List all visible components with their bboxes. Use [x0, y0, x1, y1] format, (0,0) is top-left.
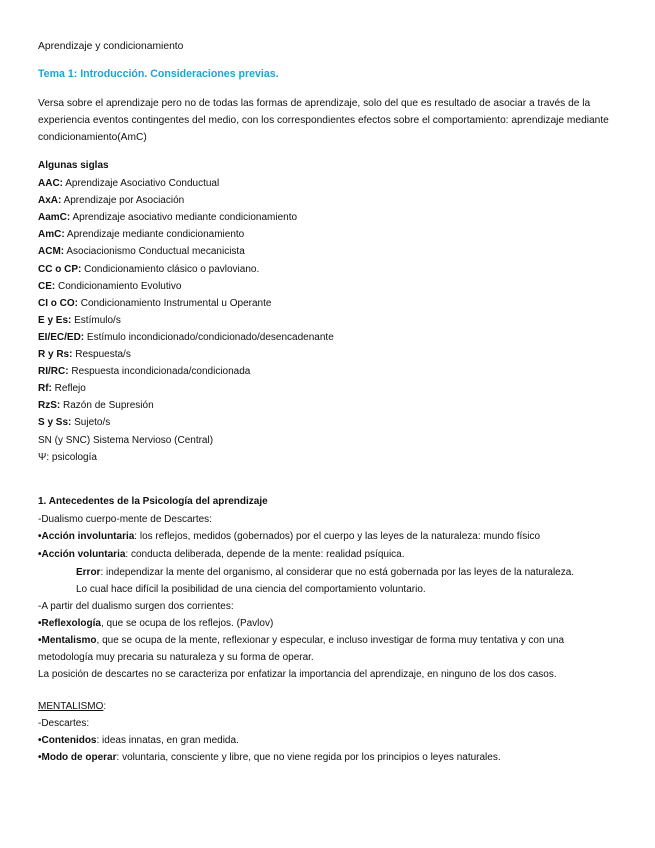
acronym-item [38, 451, 97, 464]
mentalismo-heading-colon: : [103, 701, 107, 712]
acronym-item [38, 434, 213, 447]
contenidos-text: : ideas innatas, en gran medida. [96, 735, 239, 746]
acronym-abbr: CI o CO: [38, 297, 78, 309]
contenidos-label: •Contenidos [38, 735, 97, 746]
descartes-line: -Descartes: [38, 718, 90, 729]
accion-voluntaria-text: : conducta deliberada, depende de la mente: realidad psíquica. [125, 549, 405, 560]
section1-heading: 1. Antecedentes de la Psicología del aprendizaje [38, 496, 268, 507]
acronym-item [38, 245, 245, 258]
acronym-text: Aprendizaje por Asociación [61, 195, 185, 207]
reflexologia-item [38, 617, 273, 630]
acronym-item [38, 382, 86, 395]
acronym-text: Aprendizaje Asociativo Conductual [63, 178, 220, 189]
acronym-item [38, 365, 250, 378]
corrientes-line: -A partir del dualismo surgen dos corrientes: [38, 601, 234, 612]
acronym-item [38, 348, 131, 361]
modo-operar-item [38, 751, 501, 764]
acronyms-heading: Algunas siglas [38, 160, 109, 171]
acronym-abbr: CE: [38, 280, 56, 292]
acronym-text: Ψ: psicología [38, 451, 97, 463]
acronym-item [38, 194, 184, 207]
acronym-item [38, 297, 271, 310]
dualismo-line: -Dualismo cuerpo-mente de Descartes: [38, 514, 212, 525]
acronym-item [38, 416, 110, 429]
acronym-abbr: RzS: [38, 400, 61, 412]
acronym-item [38, 331, 334, 344]
acronym-text: Condicionamiento clásico o pavloviano. [81, 263, 260, 275]
acronym-text: Sujeto/s [71, 417, 111, 429]
error-label: Error [76, 567, 101, 578]
acronym-item [38, 211, 297, 224]
acronym-text: Respuesta/s [72, 349, 131, 360]
acronym-text: Aprendizaje asociativo mediante condicionamiento [70, 212, 298, 224]
modo-operar-text: : voluntaria, consciente y libre, que no viene regida por los principios o leyes naturales. [116, 752, 501, 763]
mentalismo-heading-line [38, 700, 106, 713]
accion-involuntaria-label: •Acción involuntaria [38, 531, 135, 542]
mentalismo-text: , que se ocupa de la mente, reflexionar y especular, e incluso investigar de forma muy tentativa y con una [96, 635, 565, 646]
acronym-abbr: ACM: [38, 246, 65, 258]
error-text: : independizar la mente del organismo, al considerar que no está gobernada por las leyes de la naturaleza. [100, 567, 575, 578]
acronym-text: SN (y SNC) Sistema Nervioso (Central) [38, 434, 214, 446]
acronym-abbr: E y Es: [38, 314, 72, 326]
accion-voluntaria-label: •Acción voluntaria [38, 549, 126, 560]
acronym-item [38, 314, 121, 327]
acronym-abbr: EI/EC/ED: [38, 331, 85, 343]
modo-operar-label: •Modo de operar [38, 752, 117, 763]
acronym-abbr: AmC: [38, 229, 65, 241]
mentalismo-label: •Mentalismo [38, 635, 97, 646]
acronym-abbr: AxA: [38, 195, 62, 207]
reflexologia-text: , que se ocupa de los reflejos. (Pavlov) [100, 618, 274, 629]
section-heading: Tema 1: Introducción. Consideraciones previas. [38, 68, 279, 80]
contenidos-item [38, 734, 239, 747]
acronym-text: Reflejo [51, 383, 86, 395]
acronym-text: Aprendizaje mediante condicionamiento [64, 229, 245, 241]
mentalismo-heading: MENTALISMO [38, 701, 104, 712]
acronym-text: Estímulo/s [71, 314, 121, 326]
acronym-text: Condicionamiento Evolutivo [55, 280, 182, 292]
acronym-text: Condicionamiento Instrumental u Operante [78, 297, 272, 309]
acronym-abbr: AamC: [38, 212, 71, 224]
acronym-abbr: Rf: [38, 383, 52, 395]
posicion-line: La posición de descartes no se caracteriza por enfatizar la importancia del aprendizaje, en ninguno de los dos casos. [38, 669, 557, 680]
acronym-abbr: R y Rs: [38, 349, 73, 360]
acronym-text: Razón de Supresión [60, 400, 154, 412]
acronym-text: Estímulo incondicionado/condicionado/desencadenante [84, 331, 334, 343]
acronym-item [38, 263, 259, 276]
intro-paragraph: Versa sobre el aprendizaje pero no de todas las formas de aprendizaje, solo del que es resultado de asociar a través de la experiencia eventos contingentes del medio, con los correspondientes efectos sobre el comportamiento: aprendizaje mediante condicionamiento(AmC) [38, 98, 609, 143]
accion-voluntaria-item [38, 548, 405, 561]
acronym-item [38, 280, 181, 293]
reflexologia-label: •Reflexología [38, 618, 101, 629]
acronym-item [38, 228, 244, 241]
acronym-item [38, 177, 219, 190]
error-line [76, 566, 574, 579]
acronym-text: Asociacionismo Conductual mecanicista [64, 246, 245, 258]
accion-involuntaria-item [38, 530, 540, 543]
error-line-2: Lo cual hace difícil la posibilidad de una ciencia del comportamiento voluntario. [76, 584, 426, 595]
acronym-abbr: AAC: [38, 178, 63, 189]
accion-involuntaria-text: : los reflejos, medidos (gobernados) por el cuerpo y las leyes de la naturaleza: mundo físico [134, 531, 541, 542]
acronym-abbr: RI/RC: [38, 366, 69, 378]
acronym-abbr: S y Ss: [38, 417, 72, 429]
acronym-item [38, 399, 154, 412]
acronym-text: Respuesta incondicionada/condicionada [68, 366, 251, 378]
mentalismo-item [38, 634, 564, 647]
acronym-abbr: CC o CP: [38, 263, 82, 275]
mentalismo-item-cont: metodología muy precaria su naturaleza y su forma de operar. [38, 652, 314, 663]
document-title: Aprendizaje y condicionamiento [38, 41, 184, 52]
